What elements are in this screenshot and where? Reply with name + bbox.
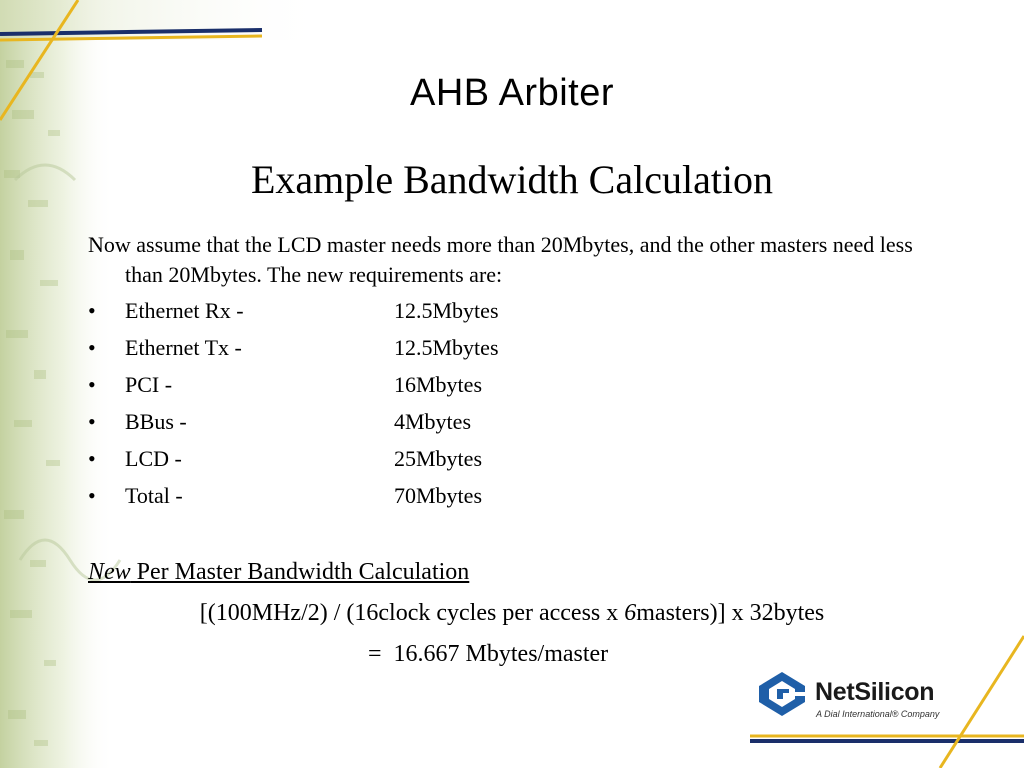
logo-tagline: A Dial International® Company <box>816 709 940 719</box>
requirement-name: Ethernet Tx - <box>125 335 242 360</box>
formula-part-1: [(100MHz/2) / (16clock cycles per access x <box>199 600 625 626</box>
bullet-icon: • <box>88 298 96 323</box>
netsilicon-logo <box>755 670 965 722</box>
bullet-icon: • <box>88 372 96 397</box>
requirement-name: BBus - <box>125 409 187 434</box>
calculation-heading-text: Per Master Bandwidth Calculation <box>130 559 470 585</box>
calculation-heading-emphasis: New <box>88 559 131 585</box>
intro-paragraph: Now assume that the LCD master needs more than 20Mbytes, and the other masters need less than 20Mbytes. The new requirements are: <box>88 232 913 287</box>
bandwidth-formula <box>0 597 1024 629</box>
calculation-heading <box>88 556 469 588</box>
slide-title: AHB Arbiter <box>409 72 615 114</box>
list-item <box>88 296 588 333</box>
requirement-value: 12.5Mbytes <box>394 335 499 360</box>
list-item <box>88 481 588 518</box>
requirement-name: PCI - <box>125 372 173 397</box>
list-item <box>88 370 588 407</box>
requirement-value: 70Mbytes <box>394 483 482 508</box>
list-item <box>88 407 588 444</box>
requirement-name: LCD - <box>125 446 182 471</box>
list-item <box>88 444 588 481</box>
requirement-value: 4Mbytes <box>394 409 471 434</box>
requirement-name: Ethernet Rx - <box>125 298 244 323</box>
slide-subtitle: Example Bandwidth Calculation <box>250 157 774 202</box>
formula-masters-count: 6 <box>624 600 637 626</box>
requirement-name: Total - <box>125 483 183 508</box>
bullet-icon: • <box>88 446 96 471</box>
logo-wordmark: NetSilicon <box>815 678 935 706</box>
list-item <box>88 333 588 370</box>
netsilicon-logo-icon <box>755 670 809 718</box>
requirement-value: 12.5Mbytes <box>394 298 499 323</box>
bullet-icon: • <box>88 335 96 360</box>
requirement-value: 25Mbytes <box>394 446 482 471</box>
requirement-value: 16Mbytes <box>394 372 482 397</box>
formula-part-2: masters)] x 32bytes <box>636 600 825 626</box>
bullet-icon: • <box>88 409 96 434</box>
formula-result: = 16.667 Mbytes/master <box>368 641 609 667</box>
bullet-icon: • <box>88 483 96 508</box>
